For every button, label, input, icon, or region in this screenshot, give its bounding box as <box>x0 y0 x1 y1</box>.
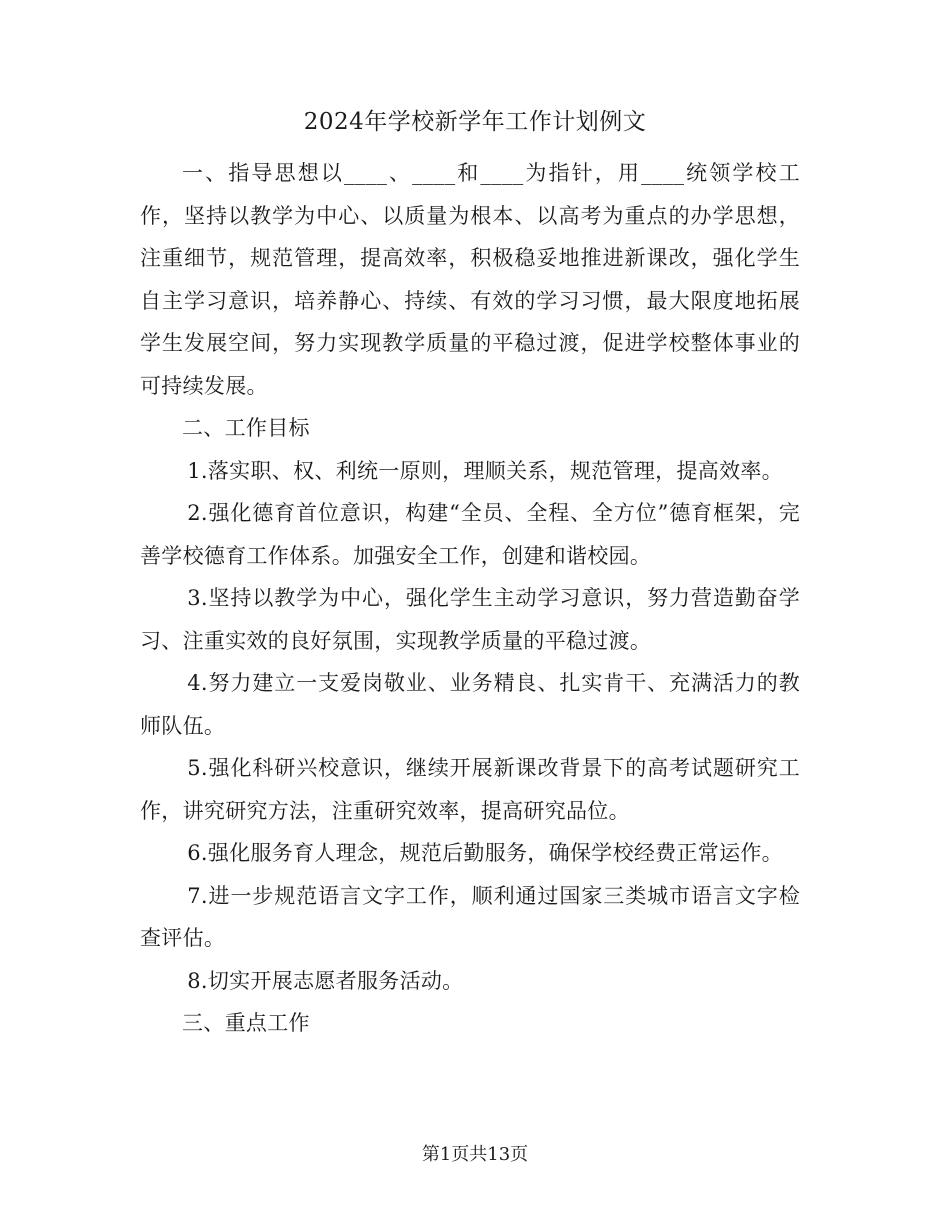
goal-item-6: 6.强化服务育人理念，规范后勤服务，确保学校经费正常运作。 <box>187 841 783 865</box>
section-guiding-ideology: 一、指导思想以____、____和____为指针，用____统领学校工作，坚持以教学为中心、以质量为根本、以高考为重点的办学思想，注重细节，规范管理，提高效率，积极稳妥地推进新课改，强化学生自主学习意识，培养静心、持续、有效的学习习惯，最大限度地拓展学生发展空间，努力实现教学质量的平稳过渡，促进学校整体事业的可持续发展。 <box>140 161 800 398</box>
goal-item-5: 5.强化科研兴校意识，继续开展新课改背景下的高考试题研究工作，讲究研究方法，注重研究效率，提高研究品位。 <box>140 756 800 823</box>
section-heading-key-work: 三、重点工作 <box>182 1011 310 1035</box>
goal-item-8: 8.切实开展志愿者服务活动。 <box>187 968 464 993</box>
goal-item-1: 1.落实职、权、利统一原则，理顺关系，规范管理，提高效率。 <box>187 458 783 483</box>
goal-item-3: 3.坚持以教学为中心，强化学生主动学习意识，努力营造勤奋学习、注重实效的良好氛围，实现教学质量的平稳过渡。 <box>140 586 800 653</box>
goal-item-2: 2.强化德育首位意识，构建“全员、全程、全方位”德育框架，完善学校德育工作体系。加强安全工作，创建和谐校园。 <box>140 501 800 568</box>
goal-item-7: 7.进一步规范语言文字工作，顺利通过国家三类城市语言文字检查评估。 <box>140 883 800 950</box>
section-heading-goals: 二、工作目标 <box>182 416 310 440</box>
document-body <box>140 152 800 1045</box>
page-indicator: 第1页共13页 <box>421 1144 529 1165</box>
goal-item-4: 4.努力建立一支爱岗敬业、业务精良、扎实肯干、充满活力的教师队伍。 <box>140 671 800 738</box>
document-title: 2024年学校新学年工作计划例文 <box>303 109 647 135</box>
